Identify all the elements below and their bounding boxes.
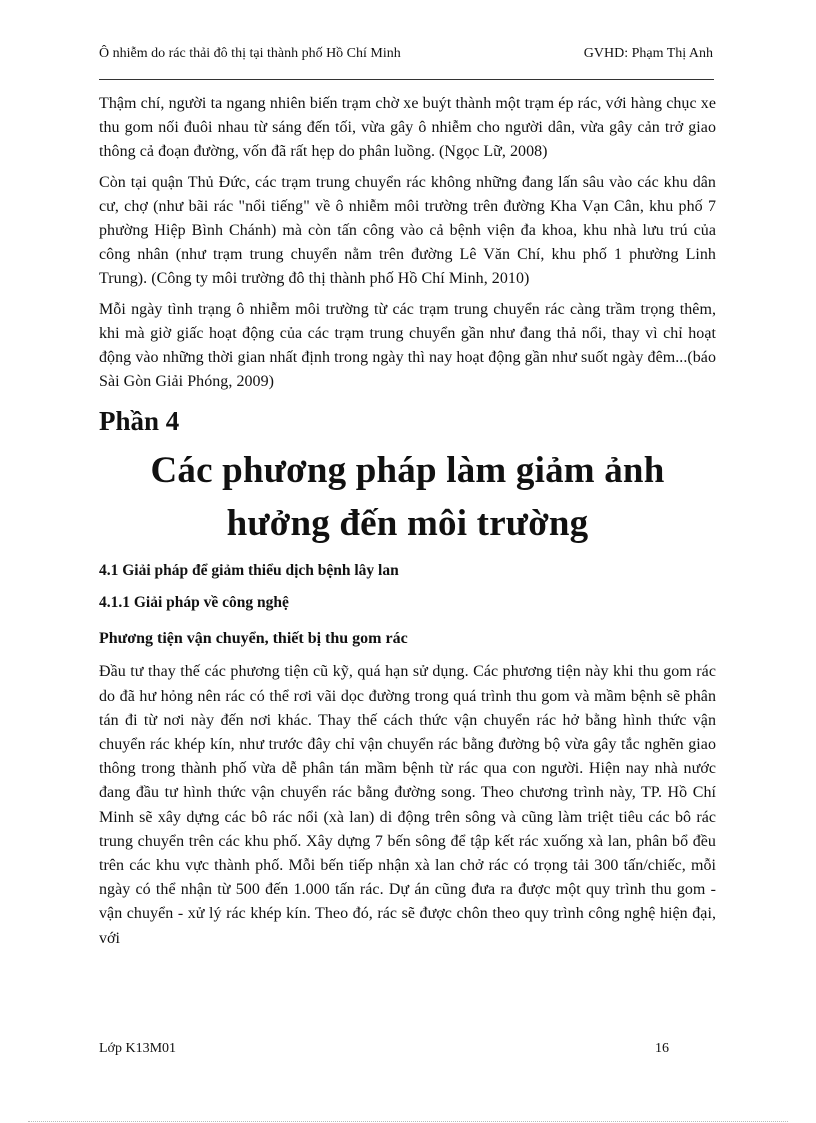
paragraph-investment: Đầu tư thay thế các phương tiện cũ kỹ, quá hạn sử dụng. Các phương tiện này khi thu gom rác do đã hư hỏng nên rác có thể rơi vãi dọc đường trong quá trình thu gom và mầm bệnh sẽ phân tán đi từ nơi này đến nơi khác. Thay thế cách thức vận chuyển rác hở bằng hình thức vận chuyển rác khép kín, như trước đây chỉ vận chuyển rác bằng đường bộ vừa gây tắc nghẽn giao thông trong thành phố vừa dễ phân tán mầm bệnh từ rác qua con người. Hiện nay nhà nước đang đầu tư hình thức vận chuyển rác bằng đường song. Theo chương trình này, TP. Hồ Chí Minh sẽ xây dựng các bô rác nổi (xà lan) di động trên sông và cũng làm triệt tiêu các bô rác trung chuyển trên các khu phố. Xây dựng 7 bến sông để tập kết rác xuống xà lan, phân bổ đều trên các khu vực thành phố. Mỗi bến tiếp nhận xà lan chở rác có trọng tải 300 tấn/chiếc, mỗi ngày có thể nhận từ 500 đến 1.000 tấn rác. Dự án cũng đưa ra được một quy trình thu gom - vận chuyển - xử lý rác khép kín. Theo đó, rác sẽ được chôn theo quy trình công nghệ hiện đại, với (99, 663, 716, 947)
header-divider (99, 79, 714, 80)
chapter-title (99, 444, 716, 550)
footer-page-number: 16 (655, 1041, 669, 1056)
paragraph-daily-pollution: Mỗi ngày tình trạng ô nhiễm môi trường từ các trạm trung chuyển rác càng trầm trọng thêm, khi mà giờ giấc hoạt động của các trạm trung chuyển gần như đang thả nổi, thay vì chỉ hoạt động vào những thời gian nhất định trong ngày thì nay hoạt động gần như suốt ngày đêm...(báo Sài Gòn Giải Phóng, 2009) (99, 300, 716, 391)
section-heading-4-1: 4.1 Giải pháp để giảm thiểu dịch bệnh lây lan (99, 562, 399, 580)
page-body (99, 92, 716, 957)
footer-class-label: Lớp K13M01 (99, 1041, 177, 1056)
subsection-heading-transport: Phương tiện vận chuyển, thiết bị thu gom rác (99, 630, 408, 648)
header-document-title: Ô nhiễm do rác thải đô thị tại thành phố Hồ Chí Minh (99, 46, 401, 61)
paragraph-bus-stop: Thậm chí, người ta ngang nhiên biến trạm chờ xe buýt thành một trạm ép rác, với hàng chục xe thu gom nối đuôi nhau từ sáng đến tối, vừa gây ô nhiễm cho người dân, vừa gây cản trở giao thông cả đoạn đường, vốn đã rất hẹp do phân luồng. (Ngọc Lữ, 2008) (99, 95, 716, 161)
page-header (99, 46, 713, 68)
page-bottom-edge (28, 1121, 788, 1122)
paragraph-thu-duc: Còn tại quận Thủ Đức, các trạm trung chuyển rác không những đang lấn sâu vào các khu dân cư, chợ (như bãi rác "nổi tiếng" về ô nhiễm môi trường trên đường Kha Vạn Cân, khu phố 7 phường Hiệp Bình Chánh) mà còn tấn công vào cả bệnh viện đa khoa, khu nhà lưu trú của công nhân (như trạm trung chuyển nằm trên đường Lê Văn Chí, khu phố 1 phường Linh Trung). (Công ty môi trường đô thị thành phố Hồ Chí Minh, 2010) (99, 173, 716, 288)
part-label: Phần 4 (99, 406, 180, 437)
chapter-title-line-2: hưởng đến môi trường (226, 503, 589, 545)
section-heading-4-1-1: 4.1.1 Giải pháp về công nghệ (99, 594, 289, 612)
chapter-title-line-1: Các phương pháp làm giảm ảnh (150, 450, 665, 492)
header-supervisor: GVHD: Phạm Thị Anh (583, 46, 713, 61)
